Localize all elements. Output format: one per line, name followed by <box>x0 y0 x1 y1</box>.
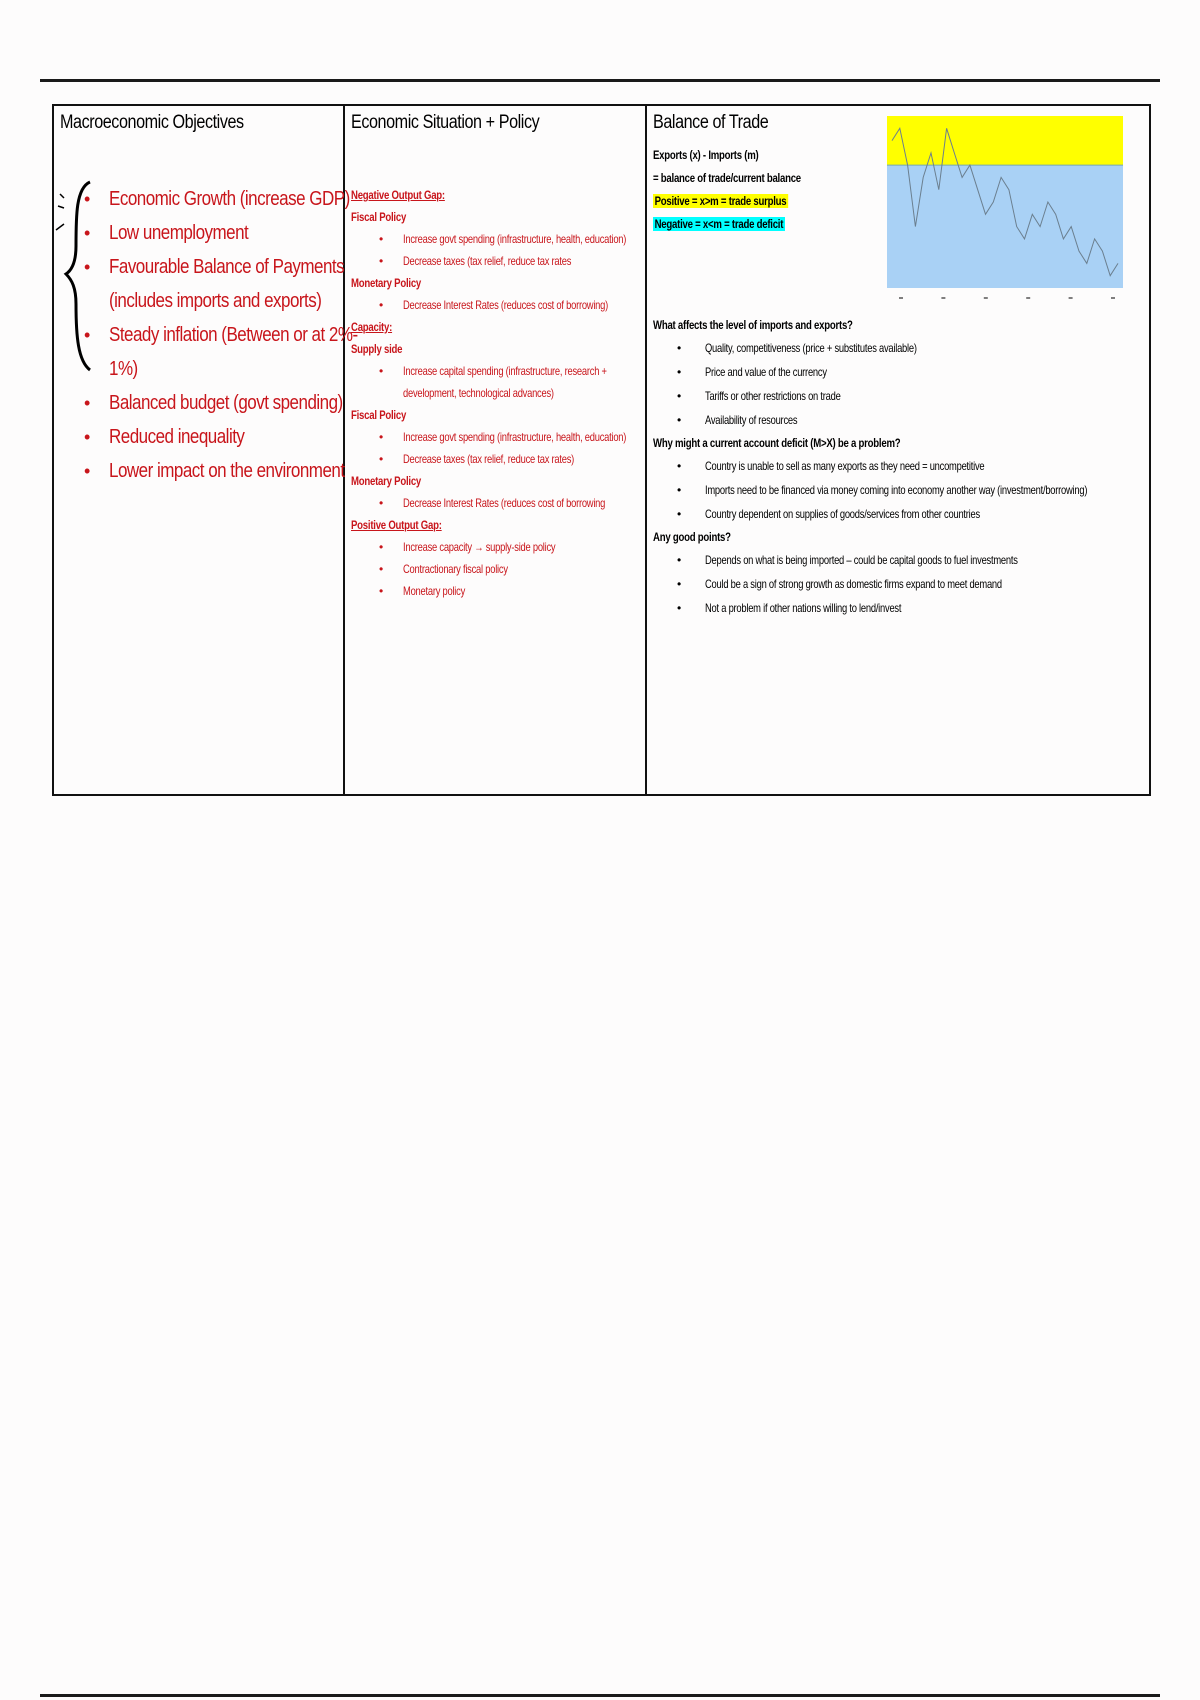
bullet-point <box>653 454 1133 478</box>
bullet-text: Decrease taxes (tax relief, reduce tax rates <box>403 254 572 268</box>
bullet-text: Decrease Interest Rates (reduces cost of borrowing <box>403 496 606 510</box>
bullet-point <box>351 492 647 514</box>
balance-of-trade-chart <box>887 112 1123 308</box>
bullet-text: Not a problem if other nations willing to lend/invest <box>705 601 902 615</box>
fiscal-policy-points-2 <box>351 426 647 470</box>
objective-item <box>84 454 345 488</box>
objectives-title: Macroeconomic Objectives <box>60 112 244 133</box>
objectives-list <box>84 182 358 488</box>
imports-exports-points <box>653 336 1133 432</box>
objective-text: Balanced budget (govt spending) <box>109 392 343 414</box>
objectives-column <box>54 106 358 794</box>
deficit-problem-points <box>653 454 1133 526</box>
bullet-icon: • <box>379 298 384 312</box>
bullet-icon: • <box>84 189 90 209</box>
trade-surplus-note: Positive = x>m = trade surplus <box>654 194 787 208</box>
objective-item <box>84 216 334 250</box>
bullet-icon: • <box>379 452 384 466</box>
bullet-text: Increase govt spending (infrastructure, health, education) <box>403 232 627 246</box>
bullet-point <box>653 596 1133 620</box>
trade-title: Balance of Trade <box>653 112 769 133</box>
bullet-icon: • <box>677 601 682 615</box>
objective-item <box>84 352 334 386</box>
bullet-icon: • <box>677 459 682 473</box>
monetary-policy-heading: Monetary Policy <box>351 276 422 290</box>
objective-text: 1%) <box>109 358 138 380</box>
trade-balance-note: = balance of trade/current balance <box>653 171 801 185</box>
bullet-icon: • <box>84 393 90 413</box>
footer-rule <box>40 1694 1160 1697</box>
question-imports-exports: What affects the level of imports and exports? <box>653 318 853 332</box>
bullet-text: Imports need to be financed via money coming into economy another way (investment/borrowing) <box>705 483 1088 497</box>
bullet-text: Decrease taxes (tax relief, reduce tax rates) <box>403 452 575 466</box>
negative-output-gap-heading: Negative Output Gap: <box>351 188 445 202</box>
objective-text: Reduced inequality <box>109 426 245 448</box>
bullet-icon: • <box>379 562 384 576</box>
bullet-icon: • <box>84 427 90 447</box>
bullet-point <box>653 408 1133 432</box>
bullet-icon: • <box>379 232 384 246</box>
objective-text: Favourable Balance of Payments <box>109 256 345 278</box>
bullet-icon: • <box>677 389 682 403</box>
monetary-policy-points-2 <box>351 492 647 514</box>
objective-item <box>84 318 358 352</box>
bullet-icon: • <box>379 540 384 554</box>
positive-output-gap-points <box>351 536 647 602</box>
bullet-point <box>351 228 647 250</box>
bullet-point <box>351 426 647 448</box>
question-deficit-problem: Why might a current account deficit (M>X) be a problem? <box>653 436 901 450</box>
fiscal-policy-heading: Fiscal Policy <box>351 210 407 224</box>
capacity-heading: Capacity: <box>351 320 393 334</box>
bullet-icon: • <box>84 461 90 481</box>
objective-item <box>84 284 334 318</box>
bullet-point <box>351 382 647 404</box>
surplus-band <box>887 116 1123 165</box>
bullet-text: Availability of resources <box>705 413 798 427</box>
bullet-point <box>653 336 1133 360</box>
supply-side-points <box>351 360 647 404</box>
bullet-text: Increase govt spending (infrastructure, health, education) <box>403 430 627 444</box>
objective-item <box>84 250 345 284</box>
objective-text: Steady inflation (Between or at 2%- <box>109 324 358 346</box>
bullet-icon: • <box>677 365 682 379</box>
fiscal-policy-points <box>351 228 647 272</box>
monetary-policy-points <box>351 294 647 316</box>
policy-content <box>351 184 647 602</box>
objective-item <box>84 420 334 454</box>
monetary-policy-heading-2: Monetary Policy <box>351 474 422 488</box>
bullet-text: development, technological advances) <box>403 386 554 400</box>
bullet-icon: • <box>84 223 90 243</box>
bullet-point <box>351 580 647 602</box>
bullet-point <box>653 572 1133 596</box>
bullet-icon: • <box>84 325 90 345</box>
objective-item <box>84 386 343 420</box>
bullet-point <box>351 536 647 558</box>
bullet-point <box>351 558 647 580</box>
bullet-icon: • <box>677 577 682 591</box>
bullet-text: Country dependent on supplies of goods/services from other countries <box>705 507 980 521</box>
bullet-text: Country is unable to sell as many exports as they need = uncompetitive <box>705 459 985 473</box>
bullet-point <box>653 360 1133 384</box>
bullet-text: Quality, competitiveness (price + substitutes available) <box>705 341 917 355</box>
bullet-point <box>653 502 1133 526</box>
objective-text: Economic Growth (increase GDP) <box>109 188 350 210</box>
header-rule <box>40 79 1160 82</box>
bullet-icon: • <box>677 341 682 355</box>
bullet-text: Increase capacity → supply-side policy <box>403 540 556 554</box>
bullet-icon: • <box>379 430 384 444</box>
policy-title: Economic Situation + Policy <box>351 112 540 133</box>
bullet-icon: • <box>677 507 682 521</box>
bullet-text: Increase capital spending (infrastructure, research + <box>403 364 607 378</box>
bullet-point <box>351 294 647 316</box>
bullet-point <box>351 448 647 470</box>
good-points-list <box>653 548 1133 620</box>
bullet-text: Price and value of the currency <box>705 365 827 379</box>
bullet-icon: • <box>84 257 90 277</box>
bullet-text: Monetary policy <box>403 584 466 598</box>
bullet-icon: • <box>379 364 384 378</box>
bullet-point <box>653 478 1133 502</box>
objective-text: Lower impact on the environment <box>109 460 345 482</box>
notes-table <box>52 104 1151 796</box>
bullet-point <box>351 360 647 382</box>
positive-output-gap-heading: Positive Output Gap: <box>351 518 442 532</box>
bullet-icon: • <box>677 483 682 497</box>
bullet-text: Decrease Interest Rates (reduces cost of borrowing) <box>403 298 609 312</box>
bullet-icon: • <box>379 496 384 510</box>
bullet-point <box>653 548 1133 572</box>
bullet-point <box>653 384 1133 408</box>
objective-text: Low unemployment <box>109 222 249 244</box>
trade-formula: Exports (x) - Imports (m) <box>653 148 759 162</box>
bullet-text: Could be a sign of strong growth as domestic firms expand to meet demand <box>705 577 1002 591</box>
objective-text: (includes imports and exports) <box>109 290 322 312</box>
policy-column <box>345 106 647 794</box>
bullet-text: Tariffs or other restrictions on trade <box>705 389 841 403</box>
bullet-icon: • <box>677 553 682 567</box>
question-good-points: Any good points? <box>653 530 731 544</box>
fiscal-policy-heading-2: Fiscal Policy <box>351 408 407 422</box>
bullet-point <box>351 250 647 272</box>
trade-questions <box>653 314 1133 620</box>
bullet-icon: • <box>677 413 682 427</box>
trade-deficit-note: Negative = x<m = trade deficit <box>654 217 784 231</box>
bullet-icon: • <box>379 254 384 268</box>
bullet-icon: • <box>379 584 384 598</box>
supply-side-heading: Supply side <box>351 342 403 356</box>
bullet-text: Depends on what is being imported – could be capital goods to fuel investments <box>705 553 1018 567</box>
bullet-text: Contractionary fiscal policy <box>403 562 508 576</box>
objective-item <box>84 182 350 216</box>
trade-column <box>647 106 1149 794</box>
